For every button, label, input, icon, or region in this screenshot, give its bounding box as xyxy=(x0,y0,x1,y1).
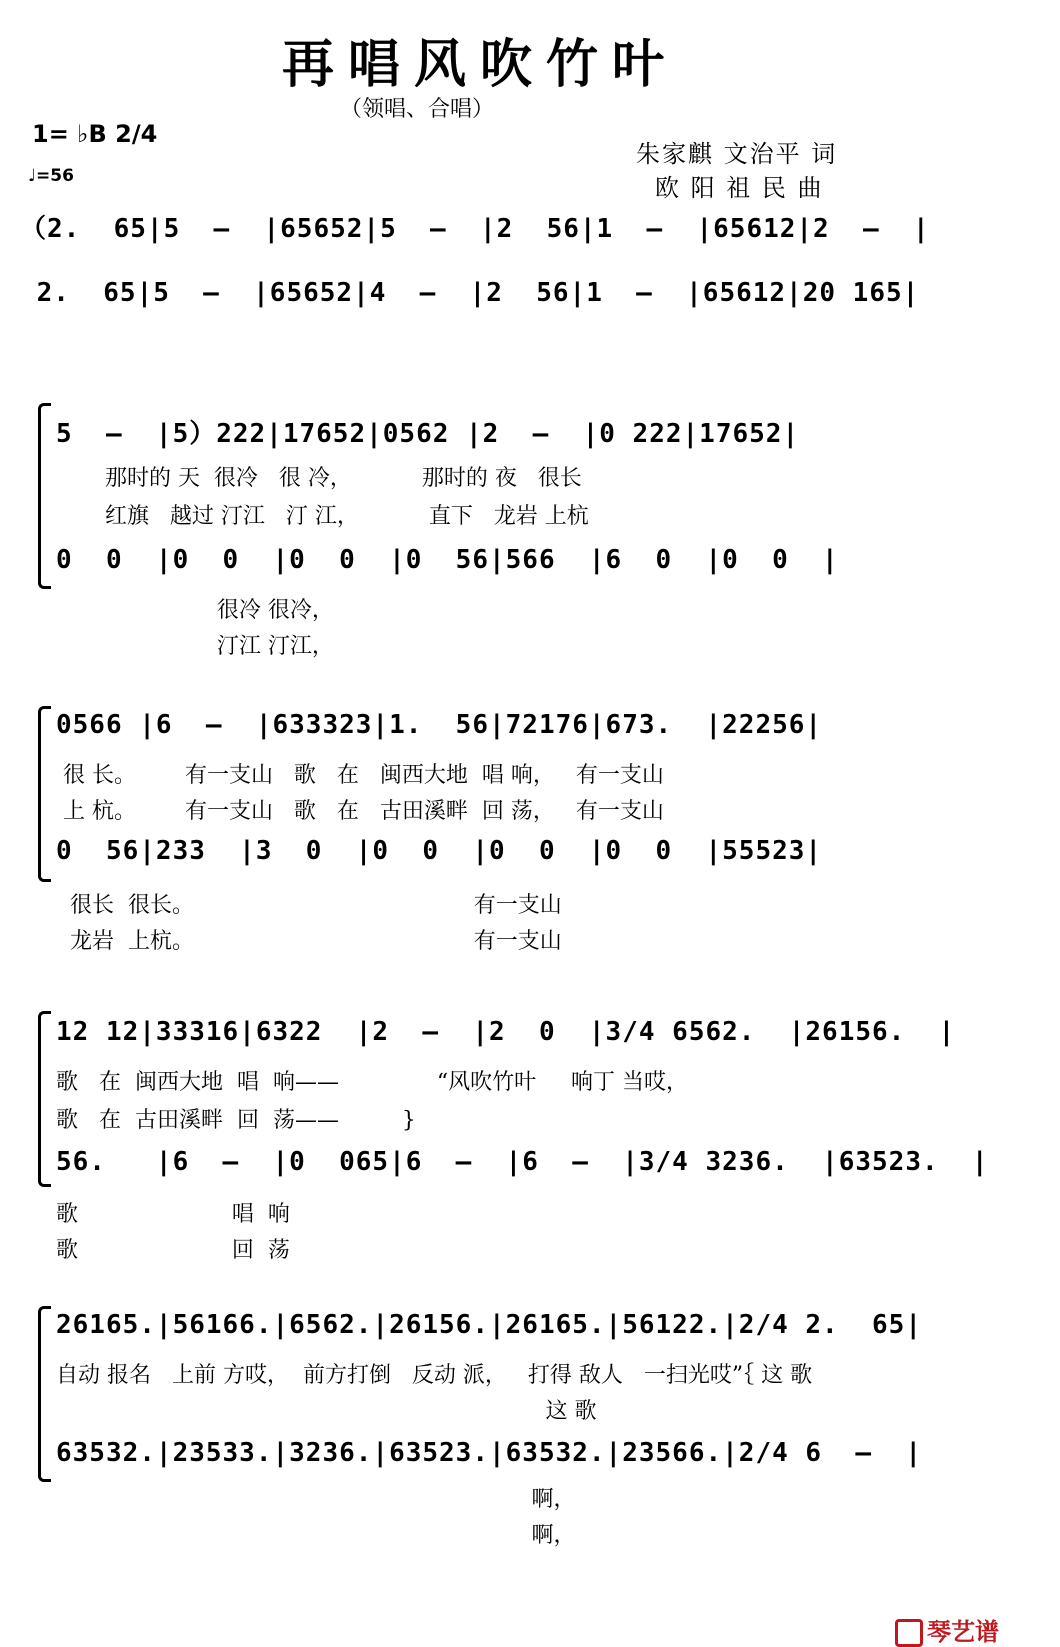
tempo-marking: ♩=56 xyxy=(28,166,74,186)
solo-notes: 5 – |5）222|17652|0562 |2 – |0 222|17652| xyxy=(56,419,800,449)
chorus-notes: 0 0 |0 0 |0 0 |0 56|566 |6 0 |0 0 | xyxy=(56,545,839,575)
key-signature: 1= ♭B 2/4 xyxy=(32,120,158,148)
system-brace xyxy=(38,1011,51,1187)
chorus-lyric-verse-1: 啊， xyxy=(56,1487,576,1512)
lyricist-credit: 朱家麒 文治平 词 xyxy=(636,140,838,168)
chorus-lyric-verse-1: 很冷 很冷， xyxy=(56,598,334,623)
solo-lyric-verse-2: 歌 在 古田溪畔 回 荡—— } xyxy=(56,1108,416,1133)
chorus-lyric-verse-2: 啊， xyxy=(56,1523,576,1548)
solo-lyric-verse-1: 歌 在 闽西大地 唱 响—— “风吹竹叶 响丁 当哎， xyxy=(56,1070,689,1095)
chorus-lyric-verse-1: 很长 很长。 有一支山 xyxy=(56,893,562,918)
intro-line-2: 2. 65|5 – |65652|4 – |2 56|1 – |65612|20 165| xyxy=(20,278,920,308)
watermark-text: 琴艺谱 xyxy=(927,1618,999,1646)
chorus-lyric-verse-2: 汀江 汀江， xyxy=(56,634,334,659)
system-brace xyxy=(38,1306,51,1482)
solo-notes: 26165.|56166.|6562.|26156.|26165.|56122.|2/4 2. 65| xyxy=(56,1310,922,1340)
site-watermark xyxy=(895,1612,999,1647)
song-subtitle: （领唱、合唱） xyxy=(340,97,495,122)
logo-icon xyxy=(895,1619,923,1647)
chorus-lyric-verse-2: 龙岩 上杭。 有一支山 xyxy=(56,929,562,954)
chorus-notes: 56. |6 – |0 065|6 – |6 – |3/4 3236. |63523. | xyxy=(56,1147,989,1177)
solo-notes: 0566 |6 – |633323|1. 56|72176|673. |22256| xyxy=(56,710,823,740)
chorus-notes: 63532.|23533.|3236.|63523.|63532.|23566.|2/4 6 – | xyxy=(56,1438,922,1468)
song-title: 再唱风吹竹叶 xyxy=(281,34,678,95)
solo-lyric-verse-1: 那时的 天 很冷 很 冷， 那时的 夜 很长 xyxy=(56,466,582,491)
system-brace xyxy=(38,403,51,589)
solo-lyric-verse-1: 自动 报名 上前 方哎， 前方打倒 反动 派， 打得 敌人 一扫光哎”｛ 这 歌 xyxy=(56,1363,813,1388)
system-brace xyxy=(38,706,51,882)
solo-lyric-verse-2: 这 歌 xyxy=(56,1399,597,1424)
intro-line-1: （2. 65|5 – |65652|5 – |2 56|1 – |65612|2 – | xyxy=(20,214,930,244)
solo-notes: 12 12|33316|6322 |2 – |2 0 |3/4 6562. |26156. | xyxy=(56,1017,956,1047)
solo-lyric-verse-2: 红旗 越过 汀江 汀 江， 直下 龙岩 上杭 xyxy=(56,504,589,529)
solo-lyric-verse-2: 上 杭。 有一支山 歌 在 古田溪畔 回 荡， 有一支山 xyxy=(56,799,664,824)
chorus-lyric-verse-2: 歌 回 荡 xyxy=(56,1238,290,1263)
composer-credit: 欧 阳 祖 民 曲 xyxy=(655,174,824,202)
chorus-notes: 0 56|233 |3 0 |0 0 |0 0 |0 0 |55523| xyxy=(56,836,823,866)
solo-lyric-verse-1: 很 长。 有一支山 歌 在 闽西大地 唱 响， 有一支山 xyxy=(56,763,664,788)
chorus-lyric-verse-1: 歌 唱 响 xyxy=(56,1202,290,1227)
